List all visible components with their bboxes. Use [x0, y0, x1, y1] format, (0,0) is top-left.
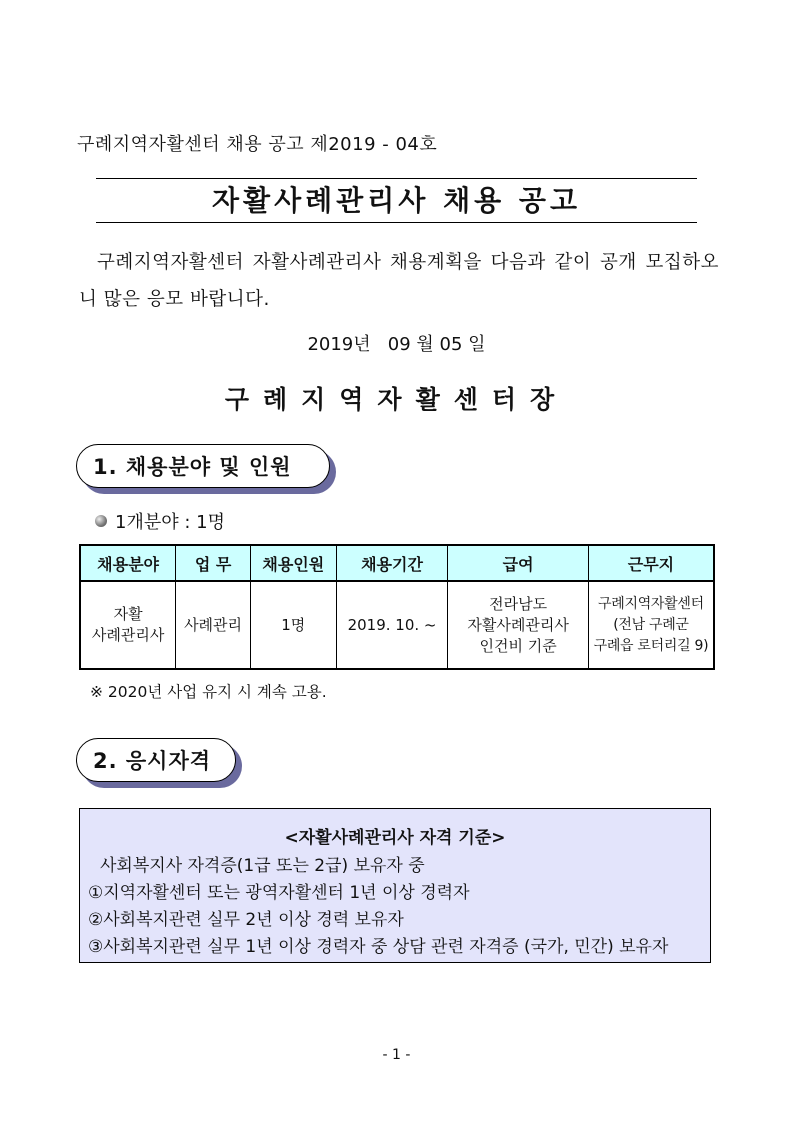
page-title: 자활사례관리사 채용 공고: [211, 184, 582, 217]
table-header-cell: 급여: [448, 545, 589, 581]
cell-line: (전남 구례군: [613, 616, 689, 633]
notice-date: 2019년 09 월 05 일: [307, 334, 486, 355]
cell-line: 사례관리사: [91, 626, 165, 644]
cell-period: 2019. 10. ~: [336, 581, 448, 669]
table-header-cell: 채용분야: [80, 545, 176, 581]
qualification-line: 사회복지사 자격증(1급 또는 2급) 보유자 중: [100, 856, 425, 876]
cell-line: 전라남도: [489, 594, 548, 613]
intro-paragraph: 구례지역자활센터 자활사례관리사 채용계획을 다음과 같이 공개 모집하오니 많은 응모 바랍니다.: [79, 252, 719, 310]
qualification-box: [79, 808, 711, 963]
section-heading-label: 1. 채용분야 및 인원: [93, 455, 292, 479]
cell-line: 자활: [113, 605, 143, 623]
title-rule-top: [96, 178, 697, 179]
qualification-line: ③사회복지관련 실무 1년 이상 경력자 중 상담 관련 자격증 (국가, 민간) 보유자: [88, 937, 669, 957]
table-row: [80, 581, 714, 669]
cell-line: 구례지역자활센터: [598, 595, 704, 612]
cell-salary: [448, 581, 589, 669]
bullet-line: [95, 508, 225, 534]
signer-name: 구례지역자활센터장: [224, 385, 569, 414]
section-heading-qualification: [76, 738, 236, 782]
table-header-cell: 채용인원: [250, 545, 336, 581]
page-number: - 1 -: [382, 1047, 411, 1063]
cell-field: [80, 581, 176, 669]
employment-footnote: ※ 2020년 사업 유지 시 계속 고용.: [90, 683, 327, 701]
cell-duty: 사례관리: [176, 581, 251, 669]
table-header-cell: 근무지: [588, 545, 714, 581]
section-heading-recruitment: [76, 444, 330, 488]
cell-count: 1명: [250, 581, 336, 669]
table-header-cell: 채용기간: [336, 545, 448, 581]
cell-line: 구례읍 로터리길 9): [593, 637, 709, 654]
bullet-sphere-icon: [95, 515, 107, 527]
qualification-title: <자활사례관리사 자격 기준>: [284, 828, 506, 848]
cell-line: 자활사례관리사: [467, 615, 569, 634]
cell-line: 인건비 기준: [479, 636, 557, 655]
qualification-line: ②사회복지관련 실무 2년 이상 경력 보유자: [88, 910, 404, 930]
recruitment-table: [79, 544, 715, 670]
qualification-line: ①지역자활센터 또는 광역자활센터 1년 이상 경력자: [88, 883, 470, 903]
title-rule-bottom: [96, 222, 697, 223]
section-heading-label: 2. 응시자격: [93, 749, 212, 773]
notice-number: 구례지역자활센터 채용 공고 제2019 - 04호: [77, 134, 438, 155]
cell-location: [588, 581, 714, 669]
bullet-text: 1개분야 : 1명: [115, 512, 225, 533]
table-header-row: [80, 545, 714, 581]
table-header-cell: 업 무: [176, 545, 251, 581]
